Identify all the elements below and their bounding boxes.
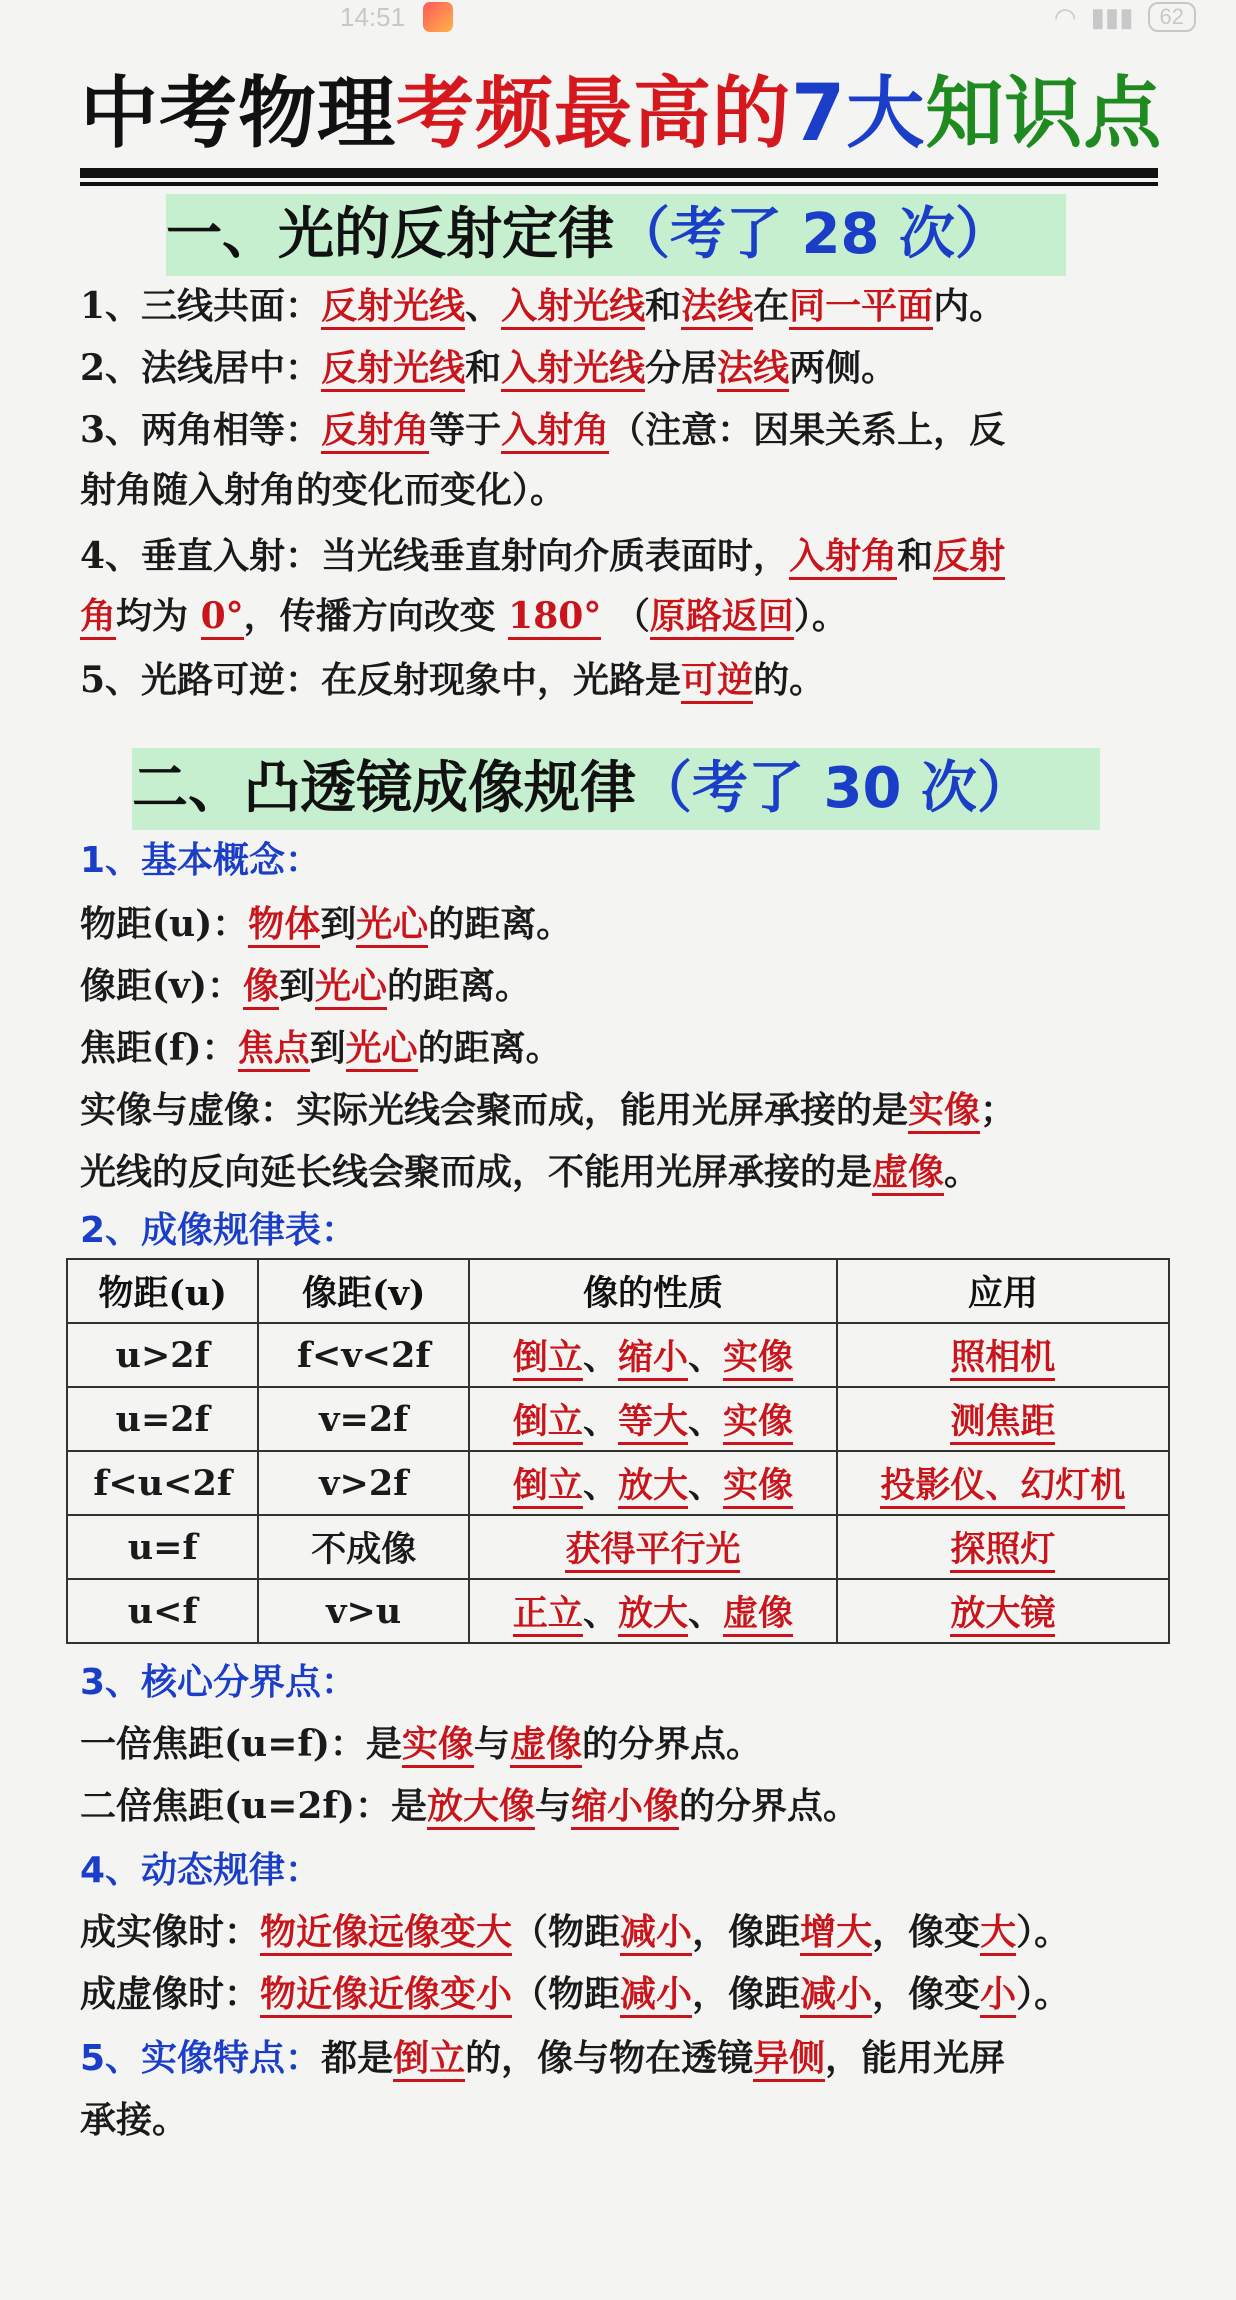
table-cell-v: 不成像 xyxy=(258,1515,469,1579)
page-title xyxy=(80,64,1170,164)
status-time: 14:51 xyxy=(340,1,406,32)
table-cell-application: 探照灯 xyxy=(837,1515,1169,1579)
table-row xyxy=(67,1387,1169,1451)
basic-concepts-title: 1、基本概念： xyxy=(80,840,322,881)
table-cell-v: v>2f xyxy=(258,1451,469,1515)
table-cell-property: 倒立、等大、实像 xyxy=(469,1387,837,1451)
title-part-3: 7大 xyxy=(791,69,926,159)
table-cell-application: 投影仪、幻灯机 xyxy=(837,1451,1169,1515)
table-cell-u: u=f xyxy=(67,1515,258,1579)
dynamic-line-real: 成实像时：物近像远像变大（物距减小，像距增大，像变大）。 xyxy=(80,1902,1170,1962)
title-part-1: 中考物理 xyxy=(80,69,397,159)
reflection-rule-2: 2、法线居中：反射光线和入射光线分居法线两侧。 xyxy=(80,338,1170,398)
table-cell-property: 正立、放大、虚像 xyxy=(469,1579,837,1643)
table-cell-property: 获得平行光 xyxy=(469,1515,837,1579)
title-part-4: 知识点 xyxy=(925,69,1163,159)
table-cell-v: v>u xyxy=(258,1579,469,1643)
table-header-row xyxy=(67,1259,1169,1323)
table-cell-application: 测焦距 xyxy=(837,1387,1169,1451)
object-distance-def: 物距(u)：物体到光心的距离。 xyxy=(80,894,1170,954)
title-divider-thin xyxy=(80,182,1158,186)
reflection-rule-4-cont: 角均为 0°，传播方向改变 180° （原路返回）。 xyxy=(80,586,1170,646)
status-bar-right xyxy=(1054,2,1196,33)
section-2-title: 二、凸透镜成像规律 xyxy=(132,756,636,821)
reflection-rule-5: 5、光路可逆：在反射现象中，光路是可逆的。 xyxy=(80,650,1170,710)
real-image-feature: 5、实像特点：都是倒立的，像与物在透镜异侧，能用光屏 xyxy=(80,2028,1170,2089)
section-1-heading xyxy=(166,194,1066,276)
real-image-feature-cont: 承接。 xyxy=(80,2099,189,2141)
reflection-rule-3-cont: 射角随入射角的变化而变化）。 xyxy=(80,469,567,511)
table-row xyxy=(67,1515,1169,1579)
dynamic-title: 4、动态规律： xyxy=(80,1850,322,1891)
dynamic-line-virtual: 成虚像时：物近像近像变小（物距减小，像距减小，像变小）。 xyxy=(80,1964,1170,2024)
focal-length-def: 焦距(f)：焦点到光心的距离。 xyxy=(80,1018,1170,1078)
boundary-line-1: 一倍焦距(u=f)：是实像与虚像的分界点。 xyxy=(80,1714,1170,1774)
table-cell-v: f<v<2f xyxy=(258,1323,469,1387)
section-1-count: （考了 28 次） xyxy=(614,202,1011,267)
title-part-2: 考频最高的 xyxy=(396,69,792,159)
table-cell-application: 照相机 xyxy=(837,1323,1169,1387)
imaging-rules-table xyxy=(66,1258,1170,1644)
table-cell-v: v=2f xyxy=(258,1387,469,1451)
table-header: 像的性质 xyxy=(469,1259,837,1323)
table-header: 应用 xyxy=(837,1259,1169,1323)
status-bar-left xyxy=(340,2,453,33)
table-cell-u: u<f xyxy=(67,1579,258,1643)
battery-icon: 62 xyxy=(1148,2,1196,32)
table-cell-u: u>2f xyxy=(67,1323,258,1387)
boundary-title: 3、核心分界点： xyxy=(80,1662,358,1703)
boundary-line-2: 二倍焦距(u=2f)：是放大像与缩小像的分界点。 xyxy=(80,1776,1170,1836)
status-bar xyxy=(0,0,1236,34)
image-distance-def: 像距(v)：像到光心的距离。 xyxy=(80,956,1170,1016)
reflection-rule-3: 3、两角相等：反射角等于入射角（注意：因果关系上，反 xyxy=(80,400,1170,460)
table-cell-application: 放大镜 xyxy=(837,1579,1169,1643)
table-row xyxy=(67,1323,1169,1387)
table-cell-property: 倒立、放大、实像 xyxy=(469,1451,837,1515)
reflection-rule-4: 4、垂直入射：当光线垂直射向介质表面时，入射角和反射 xyxy=(80,526,1170,586)
table-header: 像距(v) xyxy=(258,1259,469,1323)
real-virtual-def-2: 光线的反向延长线会聚而成，不能用光屏承接的是虚像。 xyxy=(80,1142,1170,1202)
table-row xyxy=(67,1579,1169,1643)
section-2-count: （考了 30 次） xyxy=(636,756,1033,821)
title-divider-thick xyxy=(80,168,1158,178)
real-virtual-def-1: 实像与虚像：实际光线会聚而成，能用光屏承接的是实像； xyxy=(80,1080,1170,1140)
section-1-title: 一、光的反射定律 xyxy=(166,202,614,267)
reflection-rule-1: 1、三线共面：反射光线、入射光线和法线在同一平面内。 xyxy=(80,276,1170,336)
table-row xyxy=(67,1451,1169,1515)
table-cell-property: 倒立、缩小、实像 xyxy=(469,1323,837,1387)
app-icon xyxy=(423,2,453,32)
imaging-table-title: 2、成像规律表： xyxy=(80,1210,358,1251)
section-2-heading xyxy=(132,748,1100,830)
signal-icon: ▮▮▮ xyxy=(1090,1,1134,32)
wifi-icon: ◠ xyxy=(1053,1,1077,32)
table-header: 物距(u) xyxy=(67,1259,258,1323)
table-cell-u: f<u<2f xyxy=(67,1451,258,1515)
table-cell-u: u=2f xyxy=(67,1387,258,1451)
